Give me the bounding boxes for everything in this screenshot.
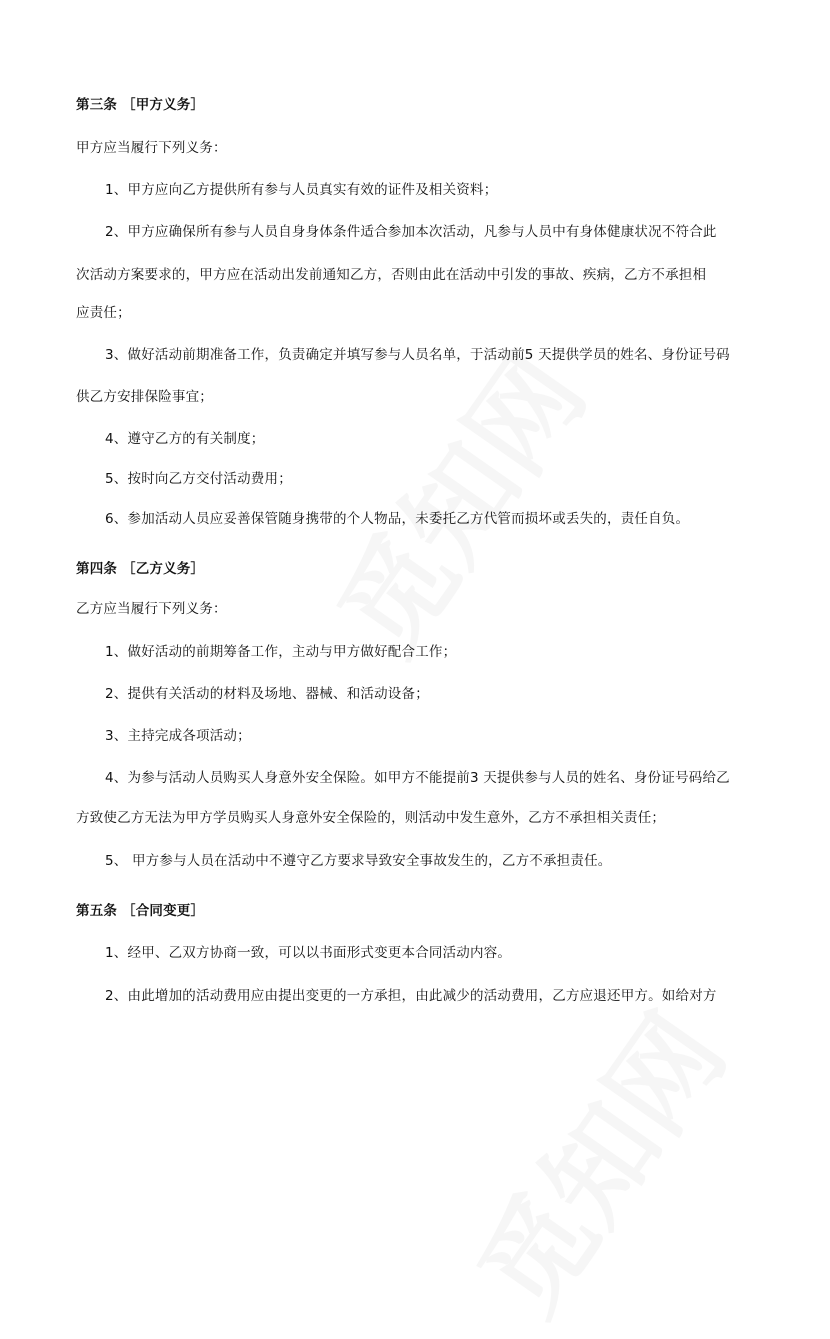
paragraph-line: 2、甲方应确保所有参与人员自身身体条件适合参加本次活动，凡参与人员中有身体健康状况不符合此 <box>105 224 717 240</box>
paragraph-line: 2、由此增加的活动费用应由提出变更的一方承担，由此减少的活动费用，乙方应退还甲方。如给对方 <box>105 988 717 1004</box>
paragraph-line: 3、做好活动前期准备工作，负责确定并填写参与人员名单，于活动前5 天提供学员的姓名、身份证号码 <box>105 347 730 363</box>
watermark-logo <box>296 319 615 680</box>
paragraph-line: 3、主持完成各项活动； <box>105 728 251 744</box>
paragraph-line: 4、遵守乙方的有关制度； <box>105 431 265 447</box>
paragraph-line: 1、甲方应向乙方提供所有参与人员真实有效的证件及相关资料； <box>105 182 498 198</box>
paragraph-line: 1、经甲、乙双方协商一致，可以以书面形式变更本合同活动内容。 <box>105 945 512 961</box>
watermark-logo <box>436 979 755 1339</box>
paragraph-line: 应责任； <box>76 305 131 321</box>
section-heading: 第四条 ［乙方义务］ <box>76 561 205 577</box>
paragraph-line: 甲方应当履行下列义务： <box>76 140 227 156</box>
paragraph-line: 4、为参与活动人员购买人身意外安全保险。如甲方不能提前3 天提供参与人员的姓名、身份证号码给乙 <box>105 770 730 786</box>
paragraph-line: 2、提供有关活动的材料及场地、器械、和活动设备； <box>105 686 429 702</box>
paragraph-line: 次活动方案要求的，甲方应在活动出发前通知乙方，否则由此在活动中引发的事故、疾病，乙方不承担相 <box>76 267 707 283</box>
paragraph-line: 1、做好活动的前期筹备工作，主动与甲方做好配合工作； <box>105 644 457 660</box>
section-heading: 第三条 ［甲方义务］ <box>76 97 205 113</box>
section-heading: 第五条 ［合同变更］ <box>76 903 205 919</box>
paragraph-line: 6、参加活动人员应妥善保管随身携带的个人物品，未委托乙方代管而损坏或丢失的，责任自负。 <box>105 511 690 527</box>
paragraph-line: 5、按时向乙方交付活动费用； <box>105 471 292 487</box>
paragraph-line: 供乙方安排保险事宜； <box>76 389 213 405</box>
paragraph-line: 乙方应当履行下列义务： <box>76 601 227 617</box>
paragraph-line: 5、 甲方参与人员在活动中不遵守乙方要求导致安全事故发生的，乙方不承担责任。 <box>105 853 612 869</box>
paragraph-line: 方致使乙方无法为甲方学员购买人身意外安全保险的，则活动中发生意外，乙方不承担相关责任； <box>76 810 666 826</box>
